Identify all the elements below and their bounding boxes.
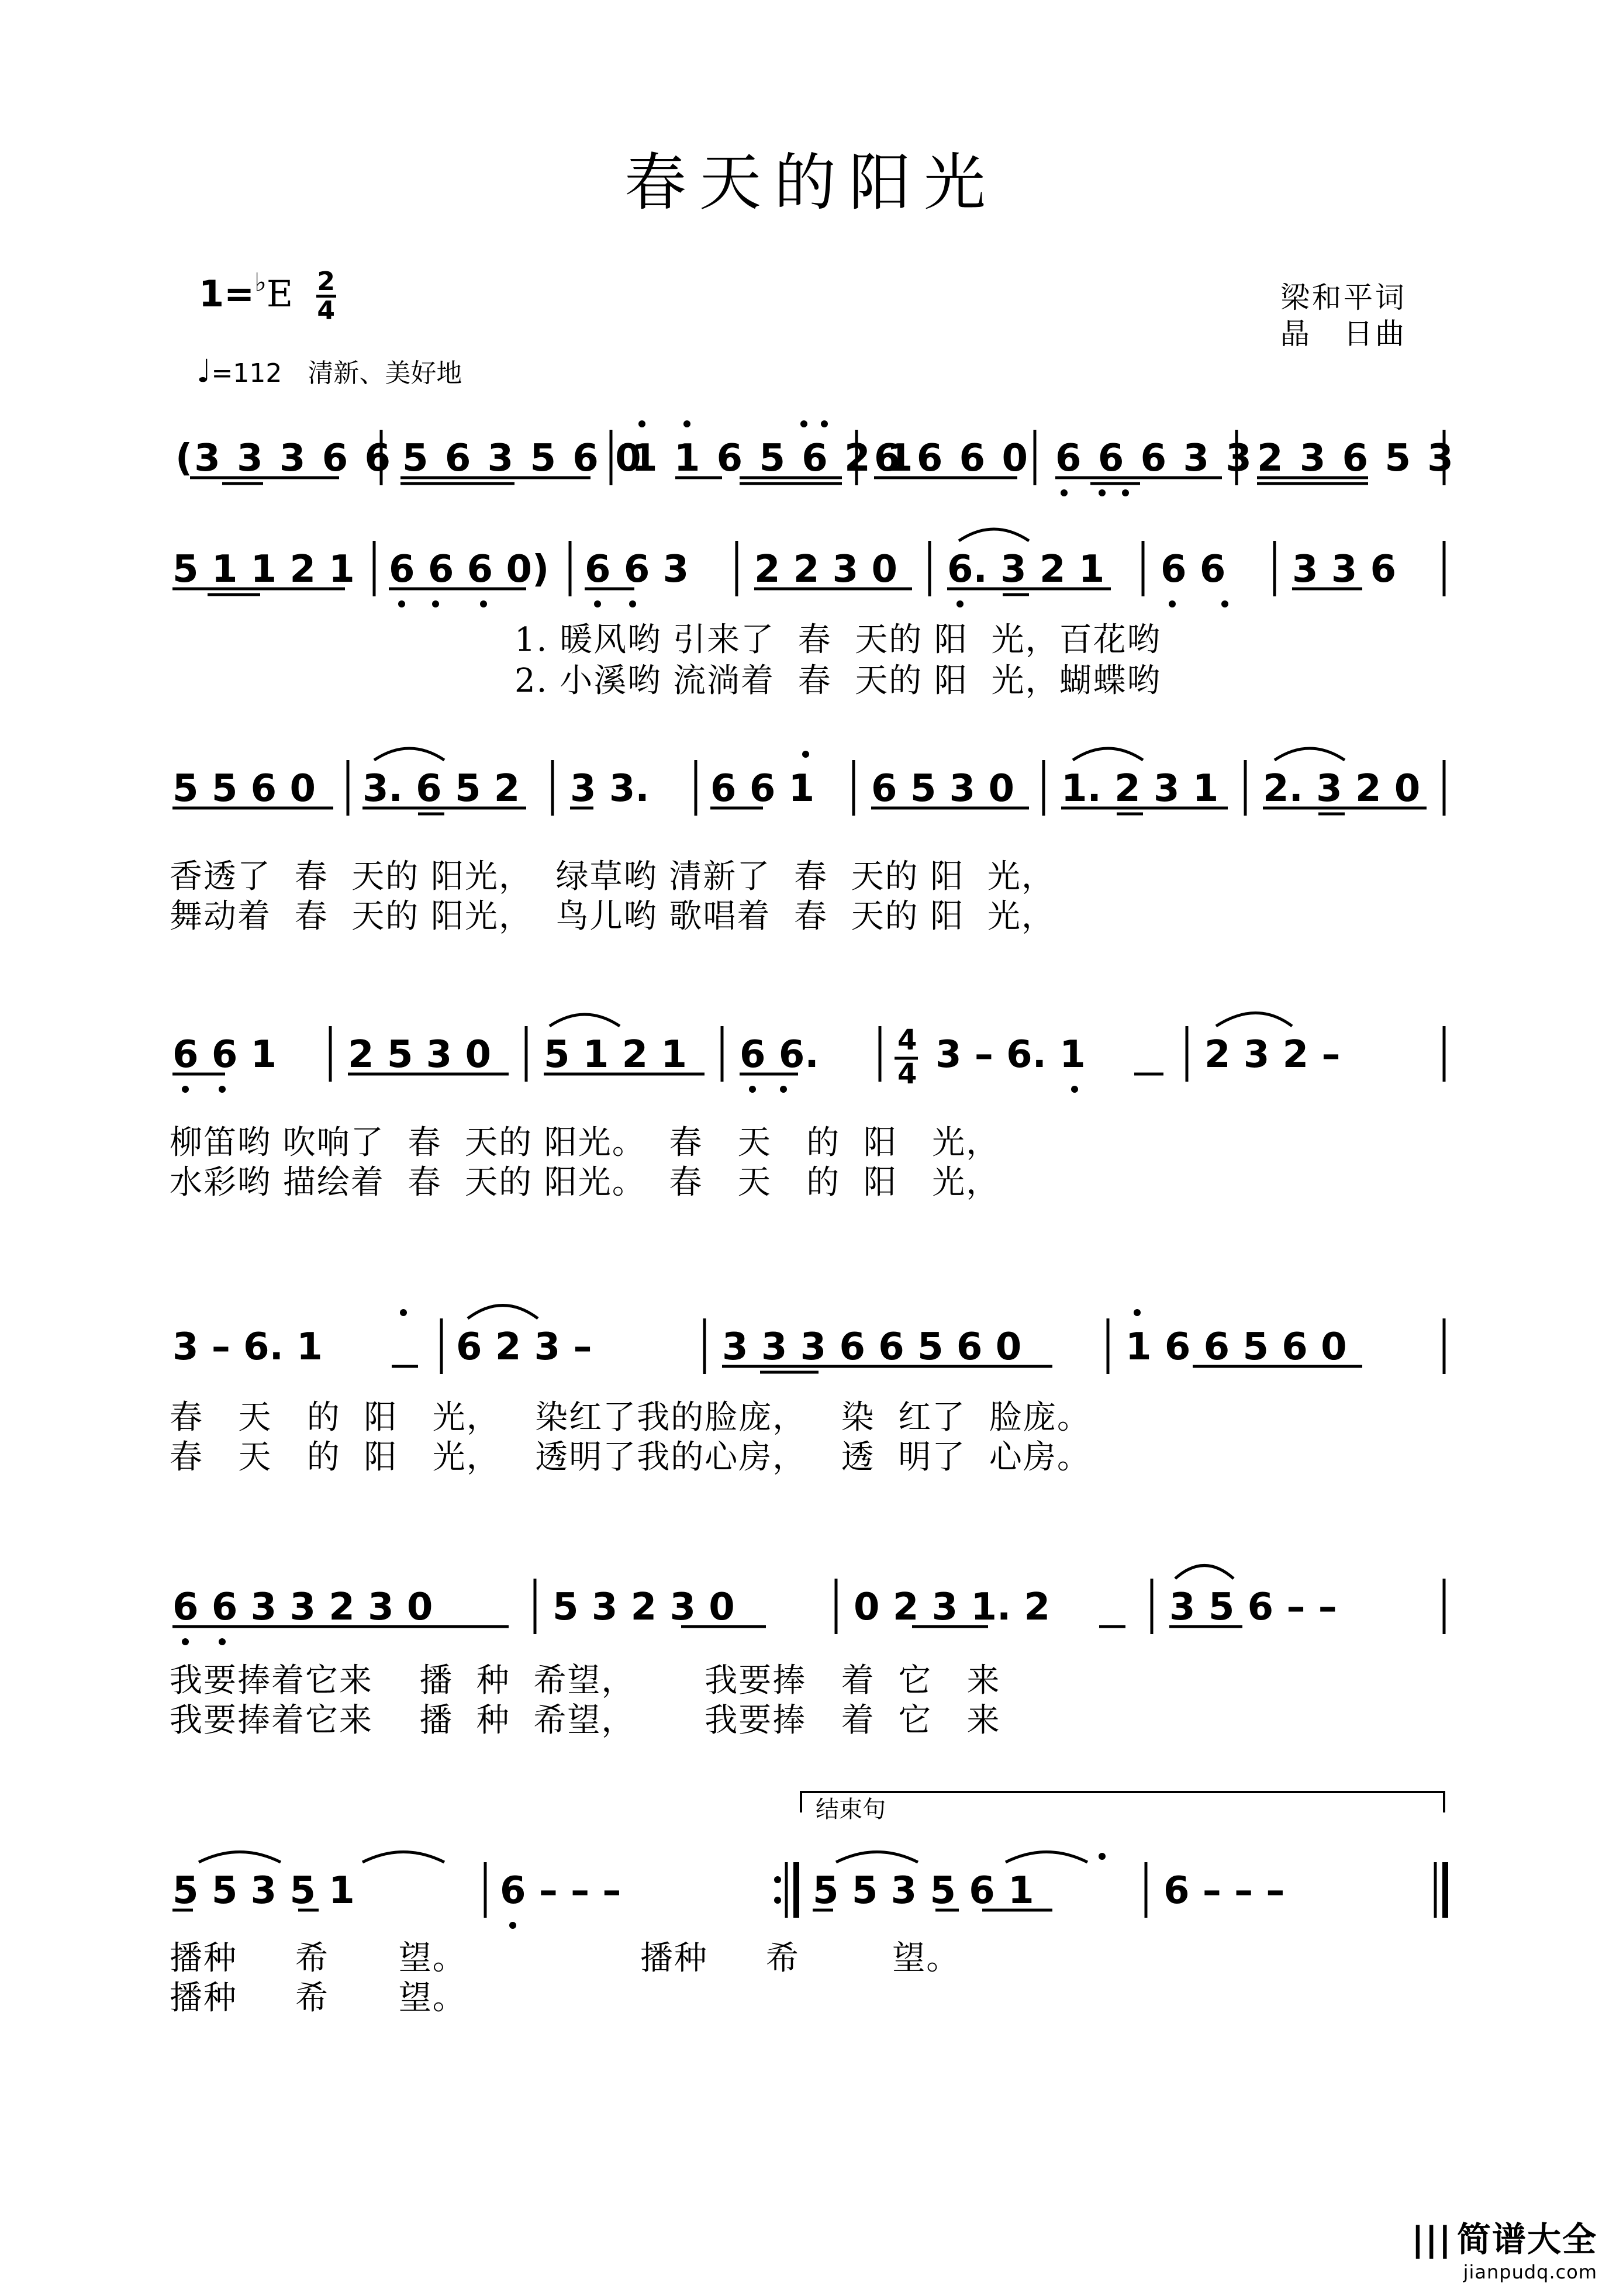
svg-text:6 6.: 6 6. [740, 1033, 819, 1076]
tempo-marking [196, 352, 462, 389]
svg-text:6 6 6 0): 6 6 6 0) [389, 548, 550, 591]
svg-text:1 1 6 5 6 2 1: 1 1 6 5 6 2 1 [631, 437, 915, 480]
composer-credit: 晶 日曲 [1280, 317, 1407, 351]
svg-text:1. 2 3 1: 1. 2 3 1 [1061, 767, 1219, 810]
score-row [0, 748, 1623, 941]
score-row [0, 1307, 1623, 1500]
lyric-verse-1: 播种 希 望。 播种 希 望。 [170, 1939, 961, 1977]
notation-line [0, 1786, 1623, 1938]
svg-text:(3 3 3 6 6: (3 3 3 6 6 [175, 437, 393, 480]
svg-text:6 6 1: 6 6 1 [710, 767, 815, 810]
lyric-verse-1: 我要捧着它来 播 种 希望， 我要捧 着 它 来 [170, 1662, 1001, 1700]
lyric-verse-1: 1. 暖风哟 引来了 春 天的 阳 光，百花哟 [514, 621, 1161, 659]
lyric-verse-2: 播种 希 望。 [170, 1979, 467, 2017]
svg-text:5 1 2 1: 5 1 2 1 [544, 1033, 687, 1076]
svg-text:2 3 2 –: 2 3 2 – [1204, 1033, 1341, 1076]
site-watermark [1411, 2212, 1597, 2283]
svg-text:6 6 3: 6 6 3 [585, 548, 689, 591]
logo-icon: ||| [1411, 2219, 1452, 2259]
key-name: E [266, 272, 293, 315]
svg-text:6. 3 2 1: 6. 3 2 1 [947, 548, 1105, 591]
lyric-verse-2: 舞动着 春 天的 阳光， 鸟儿哟 歌唱着 春 天的 阳 光， [170, 897, 1056, 935]
key-tonic: 1= [199, 272, 255, 315]
score-row [0, 1014, 1623, 1207]
key-signature [199, 266, 336, 326]
svg-text:1 6 6 5 6 0: 1 6 6 5 6 0 [1125, 1325, 1347, 1369]
svg-text:6 – – –: 6 – – – [1163, 1869, 1285, 1912]
svg-text:6 6: 6 6 [1161, 548, 1226, 591]
time-bottom: 4 [317, 296, 336, 326]
score-row [0, 1786, 1623, 2020]
notation-line [0, 748, 1623, 830]
score-row [0, 418, 1623, 500]
time-top: 2 [317, 266, 336, 296]
watermark-logo: ||| 简谱大全 [1411, 2219, 1597, 2259]
lyric-verse-1: 香透了 春 天的 阳光， 绿草哟 清新了 春 天的 阳 光， [170, 858, 1056, 896]
lyric-verse-2: 春 天 的 阳 光， 透明了我的心房， 透 明了 心房。 [170, 1438, 1091, 1476]
watermark-url: jianpudq.com [1463, 2261, 1597, 2283]
svg-text:6 – – –: 6 – – – [500, 1869, 621, 1912]
svg-text:2. 3 2 0: 2. 3 2 0 [1263, 767, 1421, 810]
svg-text:0 2 3 1. 2: 0 2 3 1. 2 [854, 1586, 1051, 1629]
notation-line [0, 1567, 1623, 1649]
svg-text:3 3.: 3 3. [570, 767, 650, 810]
lyric-verse-1: 春 天 的 阳 光， 染红了我的脸庞， 染 红了 脸庞。 [170, 1399, 1091, 1437]
svg-text:6 5 3 0: 6 5 3 0 [871, 767, 1014, 810]
lyricist-credit: 梁和平词 [1280, 281, 1407, 315]
svg-text:3 – 6. 1: 3 – 6. 1 [935, 1033, 1086, 1076]
expression-mark: 清新、美好地 [308, 358, 462, 388]
svg-text:4: 4 [897, 1058, 917, 1090]
svg-text:6 6 1: 6 6 1 [172, 1033, 277, 1076]
flat-icon: ♭ [254, 268, 267, 298]
score-title: 春天的阳光 [624, 147, 999, 219]
score-row [0, 529, 1623, 705]
svg-text:5 6 3 5 6 0: 5 6 3 5 6 0 [402, 437, 643, 480]
lyric-verse-1: 柳笛哟 吹响了 春 天的 阳光。 春 天 的 阳 光， [170, 1124, 1000, 1162]
svg-text:3 5 6 – –: 3 5 6 – – [1169, 1586, 1337, 1629]
notation-line [0, 529, 1623, 611]
svg-text:2 2 3 0: 2 2 3 0 [754, 548, 897, 591]
svg-text:5 5 3 5 1: 5 5 3 5 1 [172, 1869, 355, 1912]
svg-text:3. 6 5 2: 3. 6 5 2 [362, 767, 520, 810]
notation-line [0, 1014, 1623, 1096]
svg-text:4: 4 [897, 1024, 917, 1056]
credits [1280, 279, 1407, 352]
tempo-bpm: =112 [211, 358, 282, 388]
svg-text:6 6 6 0: 6 6 6 0 [874, 437, 1030, 480]
svg-text:3 3 3 6 6 5 6 0: 3 3 3 6 6 5 6 0 [722, 1325, 1022, 1369]
notation-line [0, 418, 1623, 500]
svg-text:3 – 6. 1: 3 – 6. 1 [172, 1325, 323, 1369]
svg-text:6 6 6 3 3: 6 6 6 3 3 [1055, 437, 1253, 480]
svg-text:3 3 6: 3 3 6 [1292, 548, 1397, 591]
svg-text:5 3 2 3 0: 5 3 2 3 0 [552, 1586, 735, 1629]
lyric-verse-2: 水彩哟 描绘着 春 天的 阳光。 春 天 的 阳 光， [170, 1163, 1000, 1201]
quarter-note-icon: ♩ [196, 353, 212, 389]
lyric-verse-2: 2. 小溪哟 流淌着 春 天的 阳 光，蝴蝶哟 [514, 662, 1161, 700]
svg-text:5 5 3 5 6 1: 5 5 3 5 6 1 [813, 1869, 1034, 1912]
svg-text:5 1 1 2 1: 5 1 1 2 1 [172, 548, 355, 591]
lyric-verse-2: 我要捧着它来 播 种 希望， 我要捧 着 它 来 [170, 1701, 1001, 1739]
score-row [0, 1567, 1623, 1760]
time-signature [316, 266, 336, 326]
svg-text:2 3 6 5 3: 2 3 6 5 3 [1257, 437, 1455, 480]
svg-text:2 5 3 0: 2 5 3 0 [348, 1033, 491, 1076]
svg-text:6 2 3 –: 6 2 3 – [456, 1325, 592, 1369]
svg-text:6 6 3 3 2 3 0: 6 6 3 3 2 3 0 [172, 1586, 433, 1629]
svg-text:5 5 6 0: 5 5 6 0 [172, 767, 316, 810]
ending-label: 结束句 [816, 1796, 886, 1823]
notation-line [0, 1307, 1623, 1389]
